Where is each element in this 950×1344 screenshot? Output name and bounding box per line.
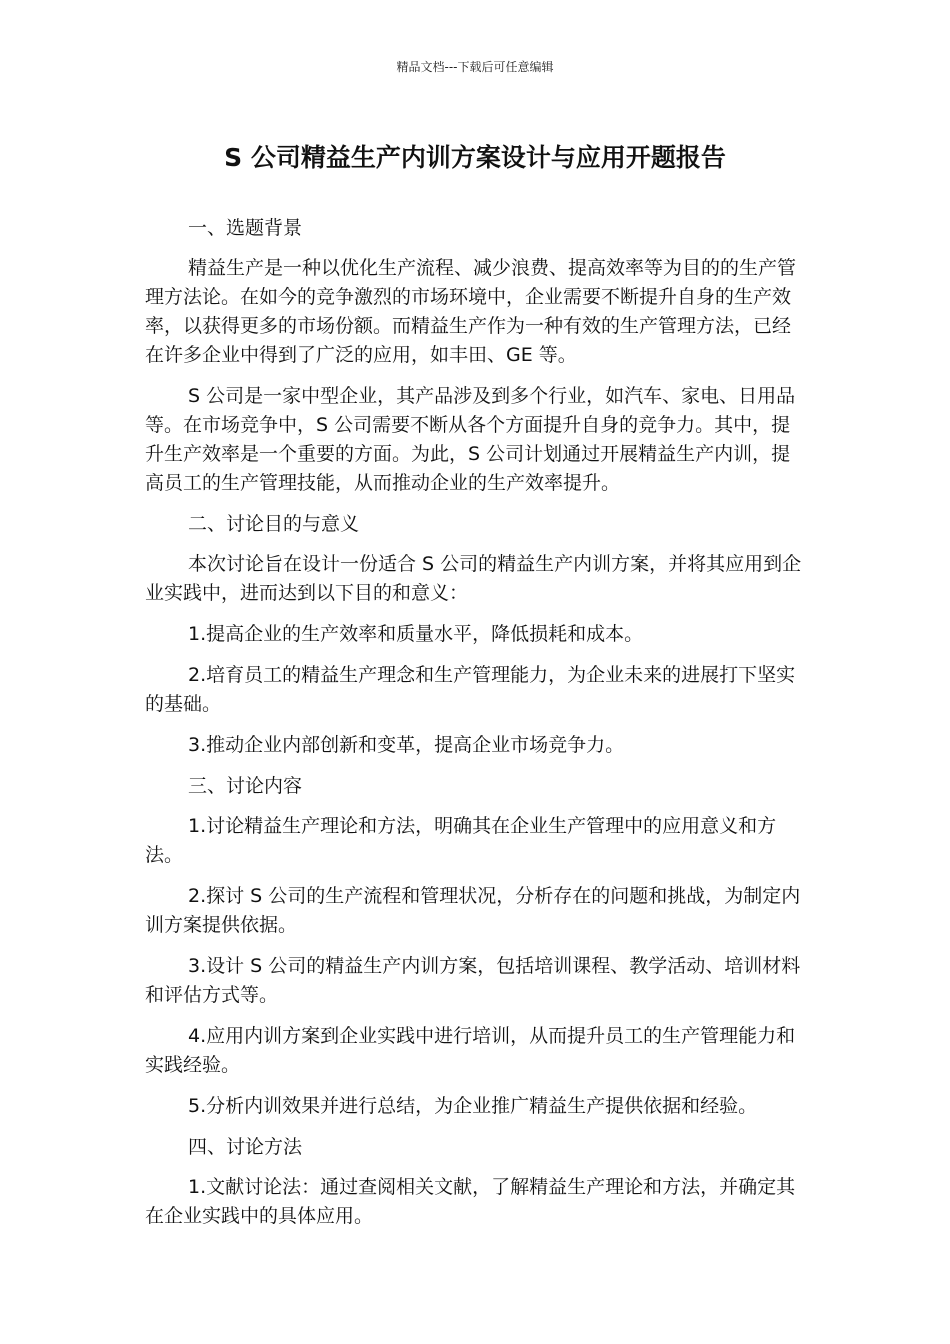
list-item-content-5: 5.分析内训效果并进行总结，为企业推广精益生产提供依据和经验。: [188, 1095, 758, 1117]
list-item-method-1: 1.文献讨论法：通过查阅相关文献，了解精益生产理论和方法，并确定其在企业实践中的具体应用。: [145, 1176, 796, 1227]
page-header: 精品文档---下载后可任意编辑: [396, 60, 554, 74]
paragraph-lean-intro: 精益生产是一种以优化生产流程、减少浪费、提高效率等为目的的生产管理方法论。在如今的竞争激烈的市场环境中，企业需要不断提升自身的生产效率，以获得更多的市场份额。而精益生产作为一种有效的生产管理方法，已经在许多企业中得到了广泛的应用，如丰田、GE 等。: [145, 257, 797, 366]
list-item-purpose-1: 1.提高企业的生产效率和质量水平，降低损耗和成本。: [188, 623, 644, 645]
section-heading-method: 四、讨论方法: [188, 1136, 303, 1158]
list-item-content-2: 2.探讨 S 公司的生产流程和管理状况，分析存在的问题和挑战，为制定内训方案提供依据。: [145, 885, 801, 936]
list-item-purpose-3: 3.推动企业内部创新和变革，提高企业市场竞争力。: [188, 734, 625, 756]
document-title: S 公司精益生产内训方案设计与应用开题报告: [224, 143, 726, 172]
list-item-content-4: 4.应用内训方案到企业实践中进行培训，从而提升员工的生产管理能力和实践经验。: [145, 1025, 796, 1076]
list-item-content-3: 3.设计 S 公司的精益生产内训方案，包括培训课程、教学活动、培训材料和评估方式等。: [145, 955, 801, 1006]
section-heading-purpose: 二、讨论目的与意义: [188, 513, 360, 535]
list-item-content-1: 1.讨论精益生产理论和方法，明确其在企业生产管理中的应用意义和方法。: [145, 815, 777, 866]
section-heading-content: 三、讨论内容: [188, 775, 303, 797]
document-body: [145, 214, 807, 1243]
paragraph-purpose-intro: 本次讨论旨在设计一份适合 S 公司的精益生产内训方案，并将其应用到企业实践中，进而达到以下目的和意义：: [145, 553, 802, 604]
section-heading-background: 一、选题背景: [188, 217, 303, 239]
list-item-purpose-2: 2.培育员工的精益生产理念和生产管理能力，为企业未来的进展打下坚实的基础。: [145, 664, 796, 715]
paragraph-company-intro: S 公司是一家中型企业，其产品涉及到多个行业，如汽车、家电、日用品等。在市场竞争中，S 公司需要不断从各个方面提升自身的竞争力。其中，提升生产效率是一个重要的方面。为此，S 公司计划通过开展精益生产内训，提高员工的生产管理技能，从而推动企业的生产效率提升。: [145, 385, 796, 494]
